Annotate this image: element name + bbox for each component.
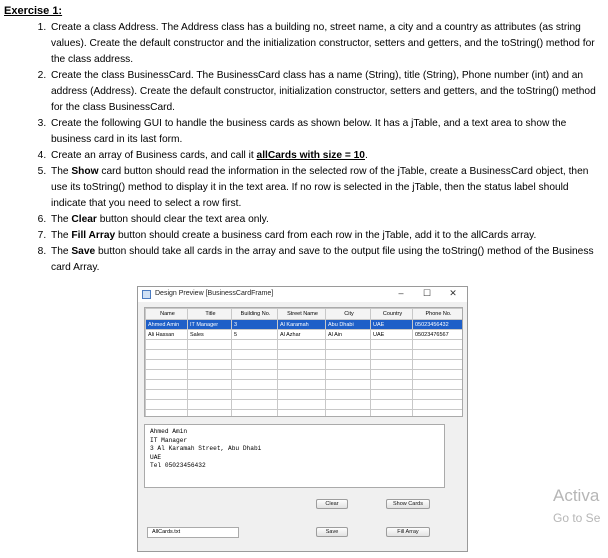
table-cell[interactable] bbox=[413, 350, 463, 360]
window-title: Design Preview [BusinessCardFrame] bbox=[155, 290, 274, 297]
table-cell[interactable] bbox=[188, 340, 232, 350]
table-cell[interactable] bbox=[371, 390, 413, 400]
table-cell[interactable] bbox=[278, 360, 326, 370]
table-cell[interactable] bbox=[413, 390, 463, 400]
table-cell[interactable] bbox=[232, 380, 278, 390]
table-cell[interactable] bbox=[326, 350, 371, 360]
table-cell[interactable] bbox=[188, 400, 232, 410]
table-cell[interactable] bbox=[278, 350, 326, 360]
task-item bbox=[49, 148, 600, 164]
table-cell[interactable] bbox=[326, 380, 371, 390]
task-text: Create an array of Business cards, and call it bbox=[51, 150, 257, 161]
status-label: AllCards.txt bbox=[147, 527, 239, 538]
table-cell[interactable] bbox=[413, 360, 463, 370]
table-cell[interactable] bbox=[371, 370, 413, 380]
table-cell[interactable] bbox=[146, 370, 188, 380]
table-cell[interactable]: Sales bbox=[188, 330, 232, 340]
table-cell[interactable] bbox=[278, 410, 326, 418]
task-keyword: Clear bbox=[71, 214, 97, 225]
table-cell[interactable] bbox=[326, 340, 371, 350]
task-text: The bbox=[51, 214, 72, 225]
watermark-line1: Activa bbox=[553, 486, 600, 505]
table-cell[interactable] bbox=[146, 380, 188, 390]
table-cell[interactable] bbox=[413, 410, 463, 418]
task-item bbox=[49, 68, 600, 116]
task-text: The bbox=[51, 246, 72, 257]
table-row[interactable] bbox=[146, 320, 463, 330]
table-cell[interactable] bbox=[232, 340, 278, 350]
table-cell[interactable] bbox=[146, 340, 188, 350]
table-cell[interactable] bbox=[371, 410, 413, 418]
table-cell[interactable]: Al Karamah bbox=[278, 320, 326, 330]
column-header[interactable]: Country bbox=[371, 309, 413, 320]
empty-table-row[interactable] bbox=[146, 380, 463, 390]
table-cell[interactable] bbox=[146, 410, 188, 418]
table-cell[interactable] bbox=[232, 360, 278, 370]
clear-button[interactable]: Clear bbox=[316, 499, 348, 509]
empty-table-row[interactable] bbox=[146, 340, 463, 350]
task-text: button should create a business card from each row in the jTable, add it to the allCards array. bbox=[115, 230, 537, 241]
empty-table-row[interactable] bbox=[146, 360, 463, 370]
save-button[interactable]: Save bbox=[316, 527, 348, 537]
fill-array-button[interactable]: Fill Array bbox=[386, 527, 430, 537]
table-cell[interactable]: UAE bbox=[371, 320, 413, 330]
task-emphasis: allCards with size = 10 bbox=[256, 150, 365, 161]
column-header[interactable]: Building No. bbox=[232, 309, 278, 320]
card-text-area[interactable] bbox=[144, 424, 445, 488]
close-icon[interactable]: ✕ bbox=[449, 288, 457, 298]
table-cell[interactable]: Al Ain bbox=[326, 330, 371, 340]
maximize-icon[interactable]: ☐ bbox=[422, 288, 432, 298]
table-cell[interactable]: IT Manager bbox=[188, 320, 232, 330]
table-cell[interactable] bbox=[371, 340, 413, 350]
table-cell[interactable] bbox=[188, 370, 232, 380]
table-cell[interactable] bbox=[232, 400, 278, 410]
task-text: Create the class BusinessCard. The BusinessCard class has a name (String), title (String), Phone number (int) and an address (Address). Create the default constructor, initialization constructor, setters and getters, and the toString() method for the class BusinessCard. bbox=[51, 70, 596, 113]
column-header[interactable]: Phone No. bbox=[413, 309, 463, 320]
table-cell[interactable] bbox=[146, 400, 188, 410]
task-text: The bbox=[51, 230, 72, 241]
task-text: Create the following GUI to handle the business cards as shown below. It has a jTable, and a text area to show the business card in its last form. bbox=[51, 118, 567, 145]
cards-table[interactable] bbox=[144, 307, 463, 417]
table-cell[interactable] bbox=[371, 350, 413, 360]
table-cell[interactable] bbox=[413, 400, 463, 410]
column-header[interactable]: Name bbox=[146, 309, 188, 320]
table-cell[interactable] bbox=[371, 380, 413, 390]
table-cell[interactable]: Ali Hassan bbox=[146, 330, 188, 340]
table-cell[interactable]: Al Azhar bbox=[278, 330, 326, 340]
cards-grid[interactable] bbox=[145, 308, 463, 417]
app-icon bbox=[142, 290, 151, 299]
table-cell[interactable]: 05023456432 bbox=[413, 320, 463, 330]
table-cell[interactable] bbox=[188, 410, 232, 418]
design-preview-window bbox=[137, 286, 468, 552]
table-cell[interactable] bbox=[413, 370, 463, 380]
table-cell[interactable] bbox=[326, 360, 371, 370]
table-cell[interactable] bbox=[413, 380, 463, 390]
show-cards-button[interactable]: Show Cards bbox=[386, 499, 430, 509]
task-text: button should take all cards in the array and save to the output file using the toString() method of the Business card Array. bbox=[51, 246, 594, 273]
table-cell[interactable] bbox=[326, 410, 371, 418]
column-header[interactable]: Street Name bbox=[278, 309, 326, 320]
table-cell[interactable] bbox=[278, 380, 326, 390]
task-item bbox=[49, 228, 600, 244]
table-cell[interactable]: Ahmed Amin bbox=[146, 320, 188, 330]
task-text: The bbox=[51, 166, 72, 177]
task-keyword: Fill Array bbox=[71, 230, 116, 241]
table-cell[interactable] bbox=[326, 370, 371, 380]
task-item bbox=[49, 20, 600, 68]
table-cell[interactable] bbox=[232, 370, 278, 380]
exercise-title: Exercise 1: bbox=[4, 5, 63, 17]
table-cell[interactable]: UAE bbox=[371, 330, 413, 340]
table-cell[interactable] bbox=[278, 370, 326, 380]
empty-table-row[interactable] bbox=[146, 370, 463, 380]
table-cell[interactable] bbox=[326, 390, 371, 400]
column-header[interactable]: City bbox=[326, 309, 371, 320]
minimize-icon[interactable]: – bbox=[398, 288, 404, 298]
task-keyword: Show bbox=[71, 166, 99, 177]
text-line: IT Manager bbox=[150, 436, 188, 444]
table-cell[interactable] bbox=[188, 350, 232, 360]
table-cell[interactable] bbox=[188, 360, 232, 370]
table-cell[interactable] bbox=[188, 390, 232, 400]
table-header-row bbox=[146, 309, 463, 320]
window-titlebar bbox=[138, 287, 467, 302]
text-line: Tel 05023456432 bbox=[150, 462, 206, 470]
task-keyword: Save bbox=[71, 246, 96, 257]
task-text: . bbox=[364, 150, 368, 161]
empty-table-row[interactable] bbox=[146, 390, 463, 400]
table-row[interactable] bbox=[146, 330, 463, 340]
table-cell[interactable] bbox=[232, 410, 278, 418]
empty-table-row[interactable] bbox=[146, 350, 463, 360]
task-text: button should clear the text area only. bbox=[96, 214, 269, 225]
table-cell[interactable] bbox=[232, 390, 278, 400]
table-cell[interactable] bbox=[146, 350, 188, 360]
text-line: UAE bbox=[150, 453, 162, 461]
table-cell[interactable]: 3 bbox=[232, 320, 278, 330]
table-cell[interactable] bbox=[188, 380, 232, 390]
table-cell[interactable] bbox=[278, 340, 326, 350]
task-item bbox=[49, 116, 600, 148]
watermark-line2: Go to Se bbox=[553, 511, 601, 525]
table-cell[interactable] bbox=[146, 360, 188, 370]
column-header[interactable]: Title bbox=[188, 309, 232, 320]
table-cell[interactable]: Abu Dhabi bbox=[326, 320, 371, 330]
table-cell[interactable] bbox=[146, 390, 188, 400]
table-cell[interactable] bbox=[413, 340, 463, 350]
task-list bbox=[0, 20, 600, 276]
text-line: Ahmed Amin bbox=[150, 428, 188, 435]
table-cell[interactable] bbox=[371, 360, 413, 370]
table-cell[interactable] bbox=[371, 400, 413, 410]
table-cell[interactable] bbox=[232, 350, 278, 360]
table-cell[interactable] bbox=[326, 400, 371, 410]
table-cell[interactable]: 5 bbox=[232, 330, 278, 340]
task-text: card button should read the information in the selected row of the jTable, create a BusinessCard object, then use its toString() method to display it in the text area. If no row is selected in the jTable, then the status label should indicate that you need to select a row first. bbox=[51, 166, 589, 209]
empty-table-row[interactable] bbox=[146, 410, 463, 418]
empty-table-row[interactable] bbox=[146, 400, 463, 410]
task-item bbox=[49, 212, 600, 228]
task-item bbox=[49, 164, 600, 212]
task-text: Create a class Address. The Address class has a building no, street name, a city and a country as attributes (as string values). Create the default constructor and the initialization constructor, setters and getters, and the toString() method for the class address. bbox=[51, 22, 595, 65]
table-cell[interactable]: 05023476567 bbox=[413, 330, 463, 340]
text-line: 3 Al Karamah Street, Abu Dhabi bbox=[150, 445, 262, 453]
table-cell[interactable] bbox=[278, 390, 326, 400]
table-cell[interactable] bbox=[278, 400, 326, 410]
task-item bbox=[49, 244, 600, 276]
